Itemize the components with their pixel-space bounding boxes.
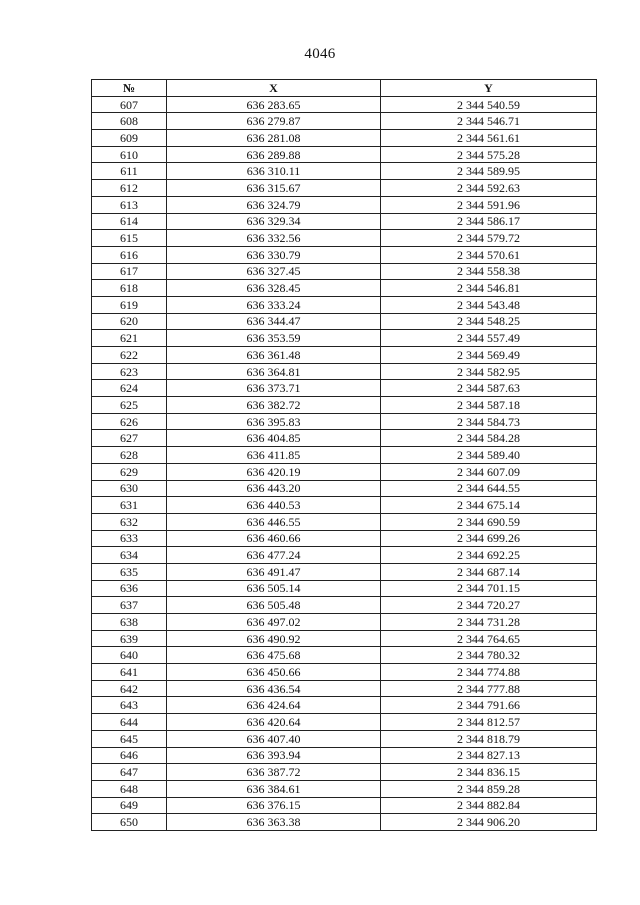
x-coordinate-cell: 636 460.66 <box>167 530 381 547</box>
point-number-cell: 649 <box>92 797 167 814</box>
point-number-cell: 610 <box>92 146 167 163</box>
y-coordinate-cell: 2 344 579.72 <box>381 230 597 247</box>
x-coordinate-cell: 636 353.59 <box>167 330 381 347</box>
table-row <box>92 447 597 464</box>
table-row <box>92 630 597 647</box>
y-coordinate-cell: 2 344 882.84 <box>381 797 597 814</box>
y-coordinate-cell: 2 344 699.26 <box>381 530 597 547</box>
table-row <box>92 497 597 514</box>
x-coordinate-cell: 636 475.68 <box>167 647 381 664</box>
y-coordinate-cell: 2 344 589.40 <box>381 447 597 464</box>
coordinates-table <box>91 79 597 831</box>
x-coordinate-cell: 636 420.19 <box>167 463 381 480</box>
x-coordinate-cell: 636 329.34 <box>167 213 381 230</box>
table-row <box>92 430 597 447</box>
x-coordinate-cell: 636 387.72 <box>167 764 381 781</box>
table-row <box>92 213 597 230</box>
point-number-cell: 612 <box>92 180 167 197</box>
x-coordinate-cell: 636 363.38 <box>167 814 381 831</box>
x-coordinate-cell: 636 404.85 <box>167 430 381 447</box>
point-number-cell: 617 <box>92 263 167 280</box>
header-number: № <box>92 80 167 97</box>
header-row <box>92 80 597 97</box>
table-row <box>92 280 597 297</box>
x-coordinate-cell: 636 440.53 <box>167 497 381 514</box>
point-number-cell: 642 <box>92 680 167 697</box>
point-number-cell: 641 <box>92 664 167 681</box>
table-row <box>92 714 597 731</box>
y-coordinate-cell: 2 344 764.65 <box>381 630 597 647</box>
x-coordinate-cell: 636 436.54 <box>167 680 381 697</box>
table-row <box>92 196 597 213</box>
point-number-cell: 609 <box>92 130 167 147</box>
point-number-cell: 646 <box>92 747 167 764</box>
x-coordinate-cell: 636 477.24 <box>167 547 381 564</box>
x-coordinate-cell: 636 328.45 <box>167 280 381 297</box>
x-coordinate-cell: 636 279.87 <box>167 113 381 130</box>
point-number-cell: 647 <box>92 764 167 781</box>
point-number-cell: 638 <box>92 614 167 631</box>
table-row <box>92 814 597 831</box>
x-coordinate-cell: 636 373.71 <box>167 380 381 397</box>
x-coordinate-cell: 636 450.66 <box>167 664 381 681</box>
point-number-cell: 637 <box>92 597 167 614</box>
table-row <box>92 764 597 781</box>
table-body <box>92 96 597 830</box>
y-coordinate-cell: 2 344 591.96 <box>381 196 597 213</box>
x-coordinate-cell: 636 333.24 <box>167 296 381 313</box>
y-coordinate-cell: 2 344 777.88 <box>381 680 597 697</box>
y-coordinate-cell: 2 344 584.73 <box>381 413 597 430</box>
x-coordinate-cell: 636 491.47 <box>167 563 381 580</box>
y-coordinate-cell: 2 344 774.88 <box>381 664 597 681</box>
table-row <box>92 113 597 130</box>
point-number-cell: 632 <box>92 513 167 530</box>
y-coordinate-cell: 2 344 558.38 <box>381 263 597 280</box>
point-number-cell: 635 <box>92 563 167 580</box>
point-number-cell: 626 <box>92 413 167 430</box>
point-number-cell: 631 <box>92 497 167 514</box>
y-coordinate-cell: 2 344 561.61 <box>381 130 597 147</box>
y-coordinate-cell: 2 344 569.49 <box>381 347 597 364</box>
table-row <box>92 614 597 631</box>
y-coordinate-cell: 2 344 607.09 <box>381 463 597 480</box>
table-row <box>92 263 597 280</box>
table-row <box>92 747 597 764</box>
table-row <box>92 580 597 597</box>
table-row <box>92 730 597 747</box>
x-coordinate-cell: 636 407.40 <box>167 730 381 747</box>
y-coordinate-cell: 2 344 692.25 <box>381 547 597 564</box>
x-coordinate-cell: 636 327.45 <box>167 263 381 280</box>
y-coordinate-cell: 2 344 575.28 <box>381 146 597 163</box>
table-row <box>92 380 597 397</box>
x-coordinate-cell: 636 505.48 <box>167 597 381 614</box>
header-x: X <box>167 80 381 97</box>
point-number-cell: 640 <box>92 647 167 664</box>
table-row <box>92 680 597 697</box>
y-coordinate-cell: 2 344 812.57 <box>381 714 597 731</box>
table-row <box>92 413 597 430</box>
point-number-cell: 648 <box>92 780 167 797</box>
x-coordinate-cell: 636 283.65 <box>167 96 381 113</box>
header-y: Y <box>381 80 597 97</box>
y-coordinate-cell: 2 344 906.20 <box>381 814 597 831</box>
table-row <box>92 347 597 364</box>
y-coordinate-cell: 2 344 592.63 <box>381 180 597 197</box>
table-row <box>92 96 597 113</box>
table-row <box>92 130 597 147</box>
y-coordinate-cell: 2 344 675.14 <box>381 497 597 514</box>
y-coordinate-cell: 2 344 584.28 <box>381 430 597 447</box>
x-coordinate-cell: 636 505.14 <box>167 580 381 597</box>
table-row <box>92 513 597 530</box>
table-row <box>92 146 597 163</box>
table-row <box>92 313 597 330</box>
x-coordinate-cell: 636 384.61 <box>167 780 381 797</box>
x-coordinate-cell: 636 324.79 <box>167 196 381 213</box>
table-row <box>92 163 597 180</box>
point-number-cell: 624 <box>92 380 167 397</box>
y-coordinate-cell: 2 344 720.27 <box>381 597 597 614</box>
x-coordinate-cell: 636 382.72 <box>167 397 381 414</box>
table-row <box>92 397 597 414</box>
table-row <box>92 246 597 263</box>
point-number-cell: 615 <box>92 230 167 247</box>
y-coordinate-cell: 2 344 586.17 <box>381 213 597 230</box>
x-coordinate-cell: 636 361.48 <box>167 347 381 364</box>
y-coordinate-cell: 2 344 780.32 <box>381 647 597 664</box>
y-coordinate-cell: 2 344 540.59 <box>381 96 597 113</box>
y-coordinate-cell: 2 344 827.13 <box>381 747 597 764</box>
point-number-cell: 634 <box>92 547 167 564</box>
y-coordinate-cell: 2 344 644.55 <box>381 480 597 497</box>
table-row <box>92 697 597 714</box>
y-coordinate-cell: 2 344 791.66 <box>381 697 597 714</box>
point-number-cell: 619 <box>92 296 167 313</box>
y-coordinate-cell: 2 344 557.49 <box>381 330 597 347</box>
y-coordinate-cell: 2 344 546.71 <box>381 113 597 130</box>
y-coordinate-cell: 2 344 589.95 <box>381 163 597 180</box>
table-row <box>92 230 597 247</box>
x-coordinate-cell: 636 289.88 <box>167 146 381 163</box>
y-coordinate-cell: 2 344 818.79 <box>381 730 597 747</box>
point-number-cell: 616 <box>92 246 167 263</box>
table-row <box>92 180 597 197</box>
point-number-cell: 645 <box>92 730 167 747</box>
x-coordinate-cell: 636 364.81 <box>167 363 381 380</box>
point-number-cell: 636 <box>92 580 167 597</box>
point-number-cell: 621 <box>92 330 167 347</box>
x-coordinate-cell: 636 332.56 <box>167 230 381 247</box>
point-number-cell: 623 <box>92 363 167 380</box>
point-number-cell: 627 <box>92 430 167 447</box>
table-row <box>92 363 597 380</box>
x-coordinate-cell: 636 330.79 <box>167 246 381 263</box>
table-row <box>92 330 597 347</box>
point-number-cell: 608 <box>92 113 167 130</box>
point-number-cell: 633 <box>92 530 167 547</box>
x-coordinate-cell: 636 344.47 <box>167 313 381 330</box>
point-number-cell: 625 <box>92 397 167 414</box>
point-number-cell: 650 <box>92 814 167 831</box>
x-coordinate-cell: 636 310.11 <box>167 163 381 180</box>
table-row <box>92 597 597 614</box>
point-number-cell: 611 <box>92 163 167 180</box>
point-number-cell: 618 <box>92 280 167 297</box>
table-row <box>92 797 597 814</box>
table-row <box>92 296 597 313</box>
point-number-cell: 639 <box>92 630 167 647</box>
y-coordinate-cell: 2 344 582.95 <box>381 363 597 380</box>
y-coordinate-cell: 2 344 731.28 <box>381 614 597 631</box>
point-number-cell: 644 <box>92 714 167 731</box>
y-coordinate-cell: 2 344 546.81 <box>381 280 597 297</box>
point-number-cell: 643 <box>92 697 167 714</box>
table-row <box>92 547 597 564</box>
point-number-cell: 629 <box>92 463 167 480</box>
page-number: 4046 <box>304 46 336 62</box>
table-row <box>92 563 597 580</box>
point-number-cell: 622 <box>92 347 167 364</box>
table-row <box>92 647 597 664</box>
x-coordinate-cell: 636 395.83 <box>167 413 381 430</box>
x-coordinate-cell: 636 420.64 <box>167 714 381 731</box>
point-number-cell: 613 <box>92 196 167 213</box>
y-coordinate-cell: 2 344 687.14 <box>381 563 597 580</box>
y-coordinate-cell: 2 344 836.15 <box>381 764 597 781</box>
point-number-cell: 630 <box>92 480 167 497</box>
y-coordinate-cell: 2 344 690.59 <box>381 513 597 530</box>
y-coordinate-cell: 2 344 701.15 <box>381 580 597 597</box>
x-coordinate-cell: 636 443.20 <box>167 480 381 497</box>
table-header <box>92 80 597 97</box>
x-coordinate-cell: 636 497.02 <box>167 614 381 631</box>
y-coordinate-cell: 2 344 543.48 <box>381 296 597 313</box>
point-number-cell: 607 <box>92 96 167 113</box>
point-number-cell: 628 <box>92 447 167 464</box>
y-coordinate-cell: 2 344 859.28 <box>381 780 597 797</box>
point-number-cell: 620 <box>92 313 167 330</box>
x-coordinate-cell: 636 411.85 <box>167 447 381 464</box>
x-coordinate-cell: 636 490.92 <box>167 630 381 647</box>
y-coordinate-cell: 2 344 570.61 <box>381 246 597 263</box>
table-row <box>92 463 597 480</box>
point-number-cell: 614 <box>92 213 167 230</box>
x-coordinate-cell: 636 376.15 <box>167 797 381 814</box>
table-row <box>92 480 597 497</box>
table-row <box>92 780 597 797</box>
x-coordinate-cell: 636 446.55 <box>167 513 381 530</box>
table-row <box>92 530 597 547</box>
y-coordinate-cell: 2 344 548.25 <box>381 313 597 330</box>
y-coordinate-cell: 2 344 587.63 <box>381 380 597 397</box>
x-coordinate-cell: 636 393.94 <box>167 747 381 764</box>
x-coordinate-cell: 636 315.67 <box>167 180 381 197</box>
table-row <box>92 664 597 681</box>
y-coordinate-cell: 2 344 587.18 <box>381 397 597 414</box>
x-coordinate-cell: 636 424.64 <box>167 697 381 714</box>
x-coordinate-cell: 636 281.08 <box>167 130 381 147</box>
